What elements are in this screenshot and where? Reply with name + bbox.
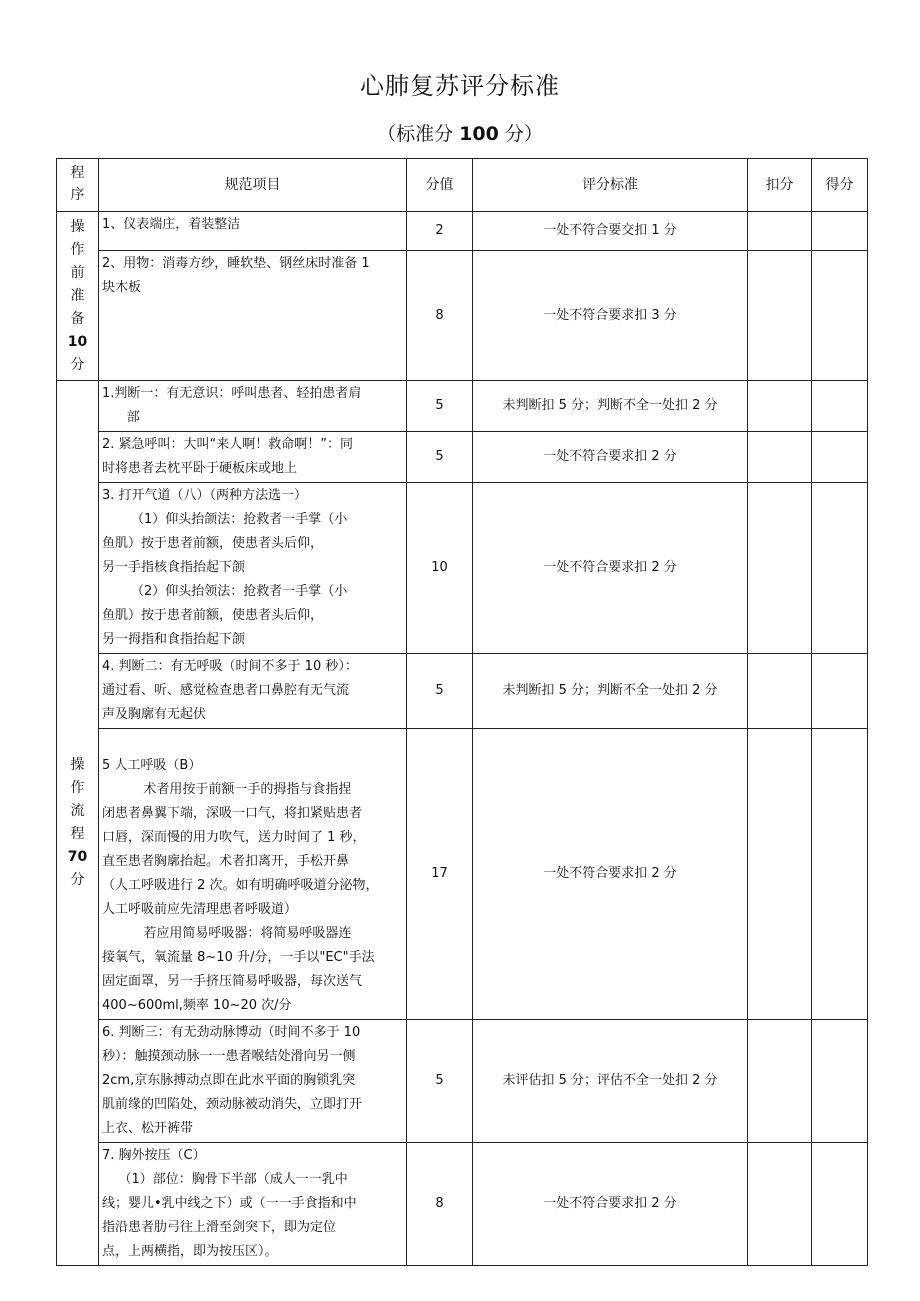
table-row [57, 381, 868, 432]
header-obtained: 得分 [812, 159, 868, 212]
row-item: 4. 判断二：有无呼吸（时间不多于 10 秒）： 通过看、听、感觉检查患者口鼻腔有无气流 声及胸廓有无起伏 [99, 654, 407, 729]
header-standard: 评分标准 [473, 159, 748, 212]
row-deduct[interactable] [748, 212, 812, 251]
section-prep [57, 212, 99, 381]
row-obtained[interactable] [812, 432, 868, 483]
table-row [57, 483, 868, 654]
row-deduct[interactable] [748, 654, 812, 729]
subtitle-prefix: （标准分 [377, 123, 460, 145]
header-item: 规范项目 [99, 159, 407, 212]
table-row [57, 729, 868, 1020]
row-deduct[interactable] [748, 1143, 812, 1266]
page-title: 心肺复苏评分标准 [360, 72, 560, 100]
row-item: 2、用物：消毒方纱，睡软垫、钢丝床时准备 1 块木板 [99, 251, 407, 381]
row-item: 6. 判断三：有无劲动脉博动（时间不多于 10 秒）：触摸颈动脉一一患者喉结处滑向另一侧 2cm,京东脉搏动点即在此水平面的胸锁乳突 肌前缘的凹陷处，颈动脉被动消失，立即打开 上衣、松开裤带 [99, 1020, 407, 1143]
row-standard: 未判断扣 5 分；判断不全一处扣 2 分 [473, 381, 748, 432]
page-subtitle [0, 119, 920, 146]
row-standard: 一处不符合要交扣 1 分 [473, 212, 748, 251]
section-prep-num: 10 [67, 333, 88, 350]
row-deduct[interactable] [748, 483, 812, 654]
row-score: 5 [407, 1020, 473, 1143]
row-standard: 一处不符合要求扣 2 分 [473, 1143, 748, 1266]
row-score: 17 [407, 729, 473, 1020]
row-item: 2. 紧急呼叫：大叫“来人啊！救命啊！”：同 时将患者去枕平卧于硬板床或地上 [99, 432, 407, 483]
table-row [57, 1020, 868, 1143]
row-deduct[interactable] [748, 251, 812, 381]
row-standard: 一处不符合要求扣 2 分 [473, 483, 748, 654]
row-obtained[interactable] [812, 483, 868, 654]
table-row [57, 251, 868, 381]
row-item: 7. 胸外按压（C） （1）部位：胸骨下半部（成人一一乳中 线；婴儿•乳中线之下）或（一一手食指和中 指沿患者肋弓往上滑至剑突下，即为定位 点，上两横指，即为按压区）。 [99, 1143, 407, 1266]
row-obtained[interactable] [812, 654, 868, 729]
header-row [57, 159, 868, 212]
row-item: 3. 打开气道（八）（两种方法选一） （1）仰头抬颌法：抢救者一手掌（小 鱼肌）按于患者前额，使患者头后仰， 另一手指核食指抬起下颌 （2）仰头抬领法：抢救者一手掌（小 鱼肌）按于患者前额，使患者头后仰， 另一拇指和食指抬起下颌 [99, 483, 407, 654]
row-deduct[interactable] [748, 1020, 812, 1143]
section-flow-label: 操 作 流 程 [70, 757, 85, 842]
row-score: 10 [407, 483, 473, 654]
subtitle-suffix: 分） [498, 123, 543, 145]
section-flow-unit: 分 [70, 872, 85, 888]
table-row [57, 212, 868, 251]
section-flow-num: 70 [67, 849, 88, 865]
row-deduct[interactable] [748, 729, 812, 1020]
row-item: 1、仪表端庄，着装整洁 [99, 212, 407, 251]
scoring-table [56, 158, 868, 1266]
header-score: 分值 [407, 159, 473, 212]
table-row [57, 1143, 868, 1266]
header-procedure: 程 序 [57, 159, 99, 212]
section-prep-label: 操 作 前 准 备 [70, 218, 85, 327]
row-item: 5 人工呼吸（B） 术者用按于前额一手的拇指与食指捏 闭患者鼻翼下端，深吸一口气，将扣紧贴患者 口唇，深而慢的用力吹气，送力时间了 1 秒， 直至患者胸廓抬起。术者扣离开，手松开鼻 （人工呼吸进行 2 次。如有明确呼吸道分泌物， 人工呼吸前应先清理患者呼吸道） 若应用简易呼吸器：将简易呼吸器连 接氧气，氧流量 8~10 升/分，一手以"EC"手法 固定面罩，另一手挤压简易呼吸器，每次送气 400~600ml,频率 10~20 次/分 [99, 729, 407, 1020]
row-standard: 未判断扣 5 分；判断不全一处扣 2 分 [473, 654, 748, 729]
table-row [57, 654, 868, 729]
row-deduct[interactable] [748, 432, 812, 483]
row-score: 5 [407, 432, 473, 483]
row-obtained[interactable] [812, 381, 868, 432]
row-score: 8 [407, 251, 473, 381]
table-row [57, 432, 868, 483]
row-score: 5 [407, 654, 473, 729]
section-prep-unit: 分 [70, 356, 85, 373]
row-obtained[interactable] [812, 212, 868, 251]
row-standard: 一处不符合要求扣 3 分 [473, 251, 748, 381]
row-obtained[interactable] [812, 251, 868, 381]
row-standard: 一处不符合要求扣 2 分 [473, 729, 748, 1020]
row-score: 8 [407, 1143, 473, 1266]
row-standard: 一处不符合要求扣 2 分 [473, 432, 748, 483]
row-deduct[interactable] [748, 381, 812, 432]
row-obtained[interactable] [812, 729, 868, 1020]
row-score: 5 [407, 381, 473, 432]
row-standard: 未评估扣 5 分；评估不全一处扣 2 分 [473, 1020, 748, 1143]
row-score: 2 [407, 212, 473, 251]
header-deduct: 扣分 [748, 159, 812, 212]
row-item: 1.判断一：有无意识：呼叫患者、轻拍患者肩 部 [99, 381, 407, 432]
row-obtained[interactable] [812, 1143, 868, 1266]
subtitle-score: 100 [459, 123, 499, 145]
section-flow [57, 381, 99, 1266]
row-obtained[interactable] [812, 1020, 868, 1143]
